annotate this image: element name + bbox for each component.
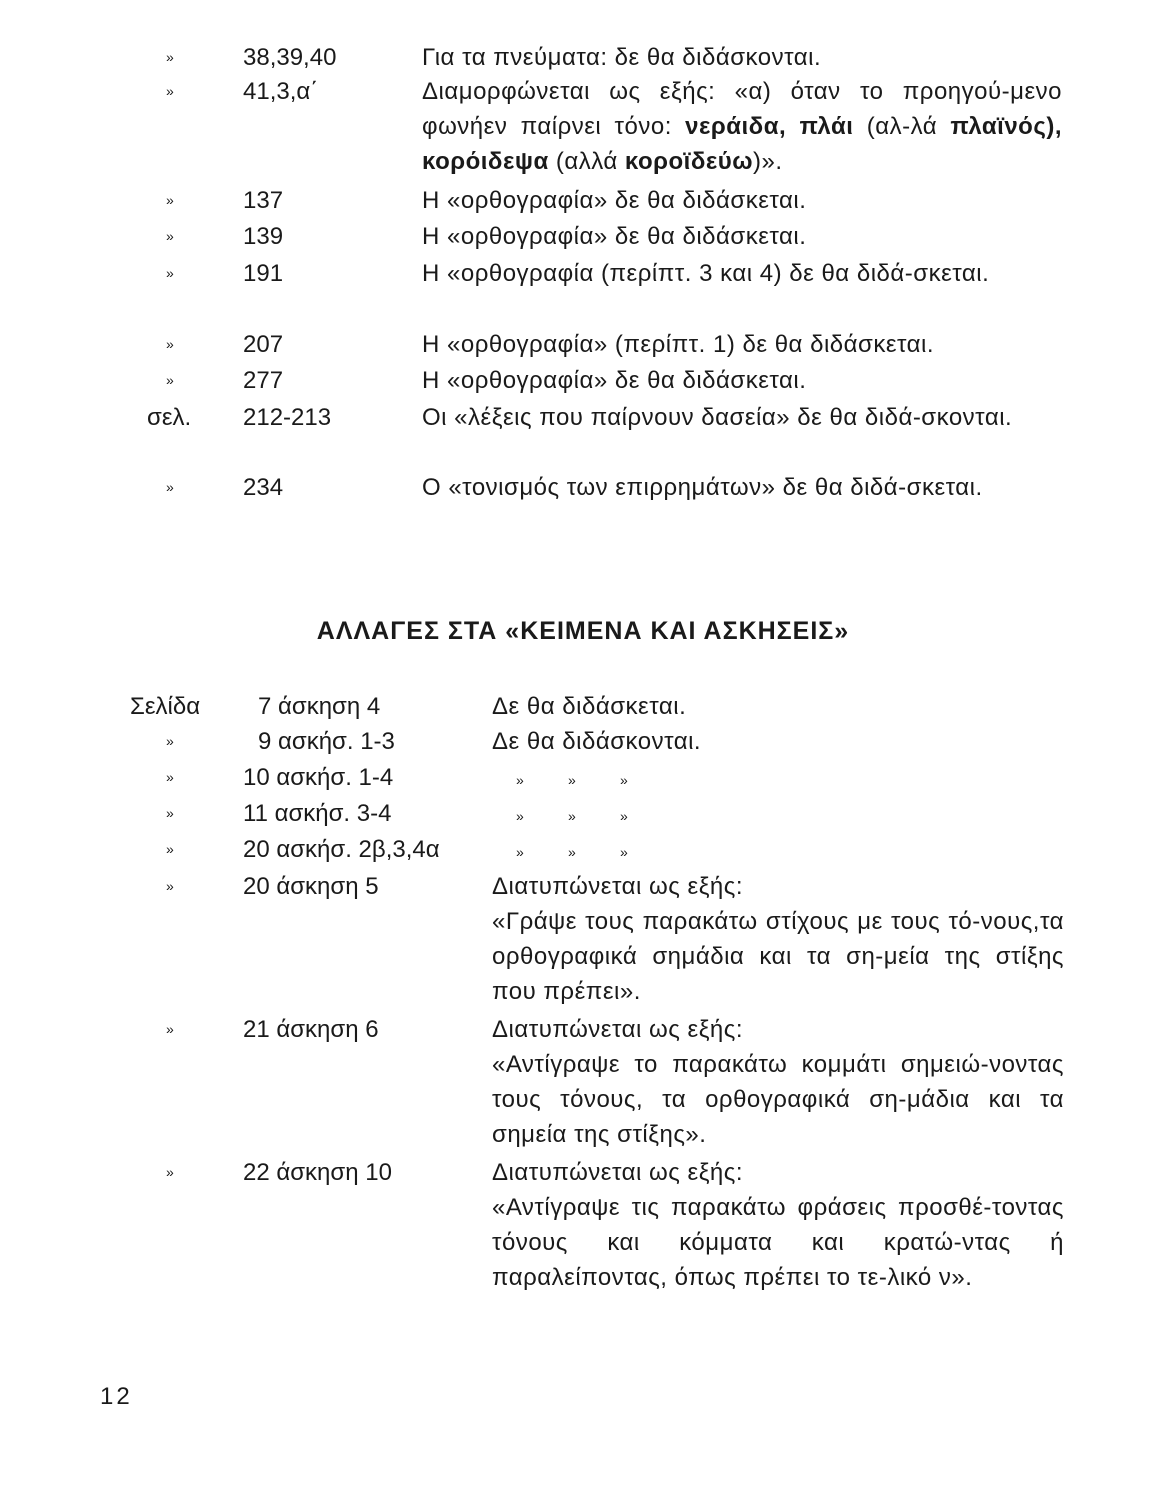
exercise-reference: 10 ασκήσ. 1-4 bbox=[243, 764, 394, 791]
ditto-mark: » bbox=[166, 228, 174, 244]
exercise-reference: 7 άσκηση 4 bbox=[258, 693, 381, 720]
bold-example-words: νεράιδα, πλάι bbox=[685, 113, 854, 140]
page-prefix: σελ. bbox=[147, 404, 192, 431]
reference-number: 234 bbox=[243, 474, 284, 501]
change-description: Η «ορθογραφία» δε θα διδάσκεται. bbox=[422, 367, 807, 394]
change-description: Για τα πνεύματα: δε θα διδάσκονται. bbox=[422, 44, 822, 71]
ditto-mark: » bbox=[516, 772, 525, 788]
ditto-mark: » bbox=[166, 336, 174, 352]
reference-number: 41,3,α΄ bbox=[243, 78, 319, 105]
exercise-reference: 20 άσκηση 5 bbox=[243, 873, 379, 900]
change-description: Η «ορθογραφία» (περίπτ. 1) δε θα διδάσκεται. bbox=[422, 331, 935, 358]
exercise-reference: 11 ασκήσ. 3-4 bbox=[243, 800, 392, 827]
ditto-marks bbox=[516, 796, 816, 834]
description-text: (αλ-λά bbox=[853, 113, 951, 140]
ditto-mark: » bbox=[568, 844, 577, 860]
quoted-instruction: «Αντίγραψε τις παρακάτω φράσεις προσθέ-τοντας τόνους και κόμματα και κρατώ-ντας ή παραλείποντας, όπως πρέπει το τε-λικό ν». bbox=[492, 1194, 1064, 1291]
ditto-mark: » bbox=[166, 83, 174, 99]
change-description bbox=[492, 1012, 1064, 1152]
bold-example-words: πλαϊνός), κορόιδεψα bbox=[422, 113, 1062, 175]
change-description bbox=[422, 74, 1062, 179]
reference-number: 207 bbox=[243, 331, 284, 358]
change-description bbox=[492, 1155, 1064, 1295]
change-description: Οι «λέξεις που παίρνουν δασεία» δε θα διδά-σκονται. bbox=[422, 404, 1013, 431]
description-text: (αλλά bbox=[548, 148, 625, 175]
exercise-reference: 22 άσκηση 10 bbox=[243, 1159, 392, 1186]
change-description bbox=[492, 869, 1064, 1009]
change-description: Δε θα διδάσκονται. bbox=[492, 728, 702, 755]
reference-number: 212-213 bbox=[243, 404, 332, 431]
quoted-instruction: «Γράψε τους παρακάτω στίχους με τους τό-νους,τα ορθογραφικά σημάδια και τα ση-μεία της στίξης που πρέπει». bbox=[492, 908, 1064, 1005]
page-number: 12 bbox=[100, 1383, 133, 1410]
change-description: Η «ορθογραφία (περίπτ. 3 και 4) δε θα διδά-σκεται. bbox=[422, 260, 990, 287]
ditto-mark: » bbox=[166, 733, 174, 749]
description-text: Διατυπώνεται ως εξής: bbox=[492, 1016, 744, 1043]
ditto-mark: » bbox=[166, 878, 174, 894]
ditto-mark: » bbox=[166, 479, 174, 495]
description-text: Διατυπώνεται ως εξής: bbox=[492, 873, 744, 900]
change-description: Η «ορθογραφία» δε θα διδάσκεται. bbox=[422, 223, 807, 250]
change-description: Δε θα διδάσκεται. bbox=[492, 693, 687, 720]
bold-example-words: κοροϊδεύω bbox=[624, 148, 754, 175]
ditto-mark: » bbox=[166, 769, 174, 785]
exercise-reference: 20 ασκήσ. 2β,3,4α bbox=[243, 836, 440, 863]
ditto-mark: » bbox=[166, 805, 174, 821]
quoted-instruction: «Αντίγραψε το παρακάτω κομμάτι σημειώ-νοντας τους τόνους, τα ορθογραφικά ση-μάδια και τα σημεία της στίξης». bbox=[492, 1051, 1064, 1148]
ditto-mark: » bbox=[568, 808, 577, 824]
exercise-reference: 9 ασκήσ. 1-3 bbox=[258, 728, 395, 755]
ditto-marks bbox=[516, 760, 816, 798]
exercise-reference: 21 άσκηση 6 bbox=[243, 1016, 379, 1043]
reference-number: 277 bbox=[243, 367, 284, 394]
ditto-mark: » bbox=[568, 772, 577, 788]
ditto-mark: » bbox=[166, 1164, 174, 1180]
reference-number: 137 bbox=[243, 187, 284, 214]
reference-number: 191 bbox=[243, 260, 284, 287]
ditto-mark: » bbox=[620, 772, 629, 788]
ditto-mark: » bbox=[166, 841, 174, 857]
description-text: Διατυπώνεται ως εξής: bbox=[492, 1159, 744, 1186]
reference-number: 139 bbox=[243, 223, 284, 250]
page-prefix: Σελίδα bbox=[130, 693, 201, 720]
description-text: Διαμορφώνεται ως εξής: «α) όταν το προηγού-μενο φωνήεν παίρνει τόνο: bbox=[422, 78, 1062, 140]
ditto-mark: » bbox=[620, 844, 629, 860]
description-text: )». bbox=[753, 148, 783, 175]
section-heading: ΑΛΛΑΓΕΣ ΣΤΑ «ΚΕΙΜΕΝΑ ΚΑΙ ΑΣΚΗΣΕΙΣ» bbox=[316, 617, 850, 645]
ditto-mark: » bbox=[516, 844, 525, 860]
ditto-mark: » bbox=[166, 192, 174, 208]
change-description: Ο «τονισμός των επιρρημάτων» δε θα διδά-σκεται. bbox=[422, 474, 983, 501]
ditto-marks bbox=[516, 832, 816, 870]
ditto-mark: » bbox=[166, 49, 174, 65]
ditto-mark: » bbox=[166, 1021, 174, 1037]
ditto-mark: » bbox=[516, 808, 525, 824]
ditto-mark: » bbox=[166, 265, 174, 281]
ditto-mark: » bbox=[166, 372, 174, 388]
ditto-mark: » bbox=[620, 808, 629, 824]
change-description: Η «ορθογραφία» δε θα διδάσκεται. bbox=[422, 187, 807, 214]
reference-number: 38,39,40 bbox=[243, 44, 337, 71]
